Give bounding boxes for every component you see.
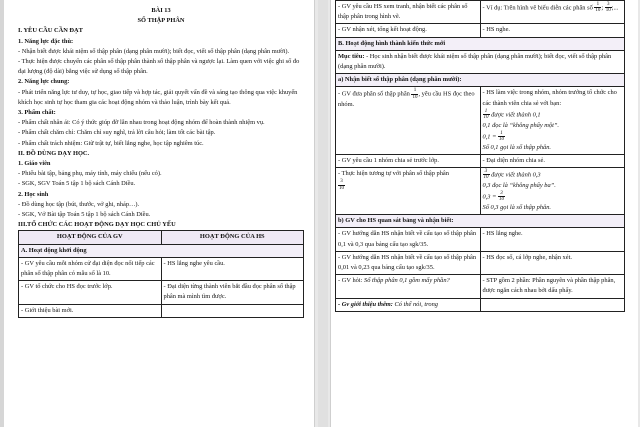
general-competence-1: - Phát triển năng lực tư duy, tự học, giao tiếp và hợp tác, giải quyết vấn đề và sáng tạo thông qua việc khuyến khích học sinh tự học tham gia các hoạt động nhóm và thảo luận, trình bày kết quả. <box>18 88 298 106</box>
fraction: $\frac{3}{10}$ <box>499 191 505 203</box>
student-aid-1: - Đồ dùng học tập (bút, thước, vở ghi, nháp…). <box>18 200 140 208</box>
student-cell: - HS đọc số, cá lớp nghe, nhận xét. <box>480 251 625 274</box>
table-row <box>336 228 625 251</box>
student-cell: - Đại diện từng thành viên bắt đầu đọc phân số thập phân mà mình tìm được. <box>161 281 304 304</box>
heading-specific-competence: 1. Năng lực đặc thù: <box>18 37 74 45</box>
table-row <box>336 87 625 154</box>
goal-row: Mục tiêu: - Học sinh nhận biết được khái niệm số thập phân (dạng phân mười); biết đọc, viết số thập phân (dạng phân mười). <box>336 50 625 73</box>
teacher-cell: - GV yêu cầu 1 nhóm chia sẻ trước lớp. <box>336 154 481 167</box>
section-activities: III.TỔ CHỨC CÁC HOẠT ĐỘNG DẠY HỌC CHỦ YẾU <box>18 221 176 229</box>
student-cell <box>480 298 625 311</box>
right-page <box>330 0 638 427</box>
fraction: $\frac{1}{10}$ <box>412 88 418 100</box>
table-row <box>336 1 625 24</box>
quality-3: - Phẩm chất trách nhiệm: Giữ trật tự, biết lắng nghe, học tập nghiêm túc. <box>18 139 204 147</box>
teacher-cell: - GV đưa phân số thập phân $\frac{1}{10}$ , yêu cầu HS đọc theo nhóm. <box>336 87 481 154</box>
teacher-cell: - GV hướng dẫn HS nhận biết về cấu tạo số thập phân 0,1 và 0,3 qua bảng cấu tạo sgk/35. <box>336 228 481 251</box>
heading-student: 2. Học sinh <box>18 190 49 198</box>
left-page-content <box>18 6 304 318</box>
teacher-cell: - GV yêu cầu HS xem tranh, nhận biết các phân số thập phân trong hình vẽ. <box>336 1 481 24</box>
fraction: $\frac{1}{10}$ <box>499 130 505 143</box>
student-aid-2: - SGK, Vở Bài tập Toán 5 tập 1 bộ sách Cánh Diều. <box>18 211 151 219</box>
teacher-cell: - Gv giới thiệu thêm: Có thể nói, trong <box>336 298 481 311</box>
teacher-aid-1: - Phiếu bài tập, bảng phụ, máy tính, máy chiếu (nếu có). <box>18 170 162 178</box>
table-row <box>336 154 625 167</box>
subsection-a-row: a) Nhận biết số thập phân (dạng phân mười): <box>336 74 625 87</box>
section-b-row: B. Hoạt động hình thành kiến thức mới <box>336 37 625 50</box>
col-header-student: HOẠT ĐỘNG CỦA HS <box>161 231 304 244</box>
section-requirements: I. YÊU CẦU CẦN ĐẠT <box>18 27 83 35</box>
teacher-cell: - GV hỏi: Số thập phân 0,1 gồm mấy phần? <box>336 275 481 298</box>
fraction: $\frac{1}{10}$ <box>483 108 489 121</box>
table-row <box>336 24 625 37</box>
heading-teacher: 1. Giáo viên <box>18 160 51 168</box>
student-cell <box>161 304 304 317</box>
table-row <box>336 251 625 274</box>
student-cell: - HS lắng nghe. <box>480 228 625 251</box>
teacher-cell: - GV nhận xét, tổng kết hoạt động. <box>336 24 481 37</box>
fraction: $\frac{3}{10}$ <box>483 169 489 181</box>
quality-2: - Phẩm chất chăm chỉ: Chăm chỉ suy nghĩ, trả lời câu hỏi; làm tốt các bài tập. <box>18 129 216 137</box>
teacher-cell: - Giới thiệu bài mới. <box>19 304 162 317</box>
student-cell: - HS lắng nghe yêu cầu. <box>161 257 304 280</box>
left-page <box>4 0 315 427</box>
fraction: $\frac{3}{10}$ <box>605 2 611 14</box>
heading-general-competence: 2. Năng lực chung: <box>18 78 70 86</box>
table-row <box>19 304 304 317</box>
quality-1: - Phẩm chất nhân ái: Có ý thức giúp đỡ lẫn nhau trong hoạt động nhóm để hoàn thành nhiệm vụ. <box>18 119 265 127</box>
student-cell: - HS nghe. <box>480 24 625 37</box>
teacher-aid-2: - SGK, SGV Toán 5 tập 1 bộ sách Cánh Diều. <box>18 180 136 188</box>
lesson-subtitle: SỐ THẬP PHÂN <box>137 17 185 25</box>
fraction: $\frac{3}{10}$ <box>339 179 344 191</box>
activities-table-continued <box>335 0 625 312</box>
table-row <box>336 275 625 298</box>
section-teaching-aids: II. ĐỒ DÙNG DẠY HỌC. <box>18 149 90 157</box>
teacher-cell: - Thực hiện tương tự với phân số thập phân $\frac{3}{10}$ <box>336 168 481 215</box>
fraction: $\frac{1}{10}$ <box>595 2 601 14</box>
specific-competence-2: - Thực hiện được chuyển các phân số thập phân thành số thập phân và ngược lại. Làm quen với việc ghi số đo đại lượng (độ dài) bằng việc sử dụng số thập phân. <box>18 58 300 76</box>
activities-table <box>18 230 304 317</box>
table-row <box>19 257 304 280</box>
student-cell: - STP gồm 2 phần: Phần nguyên và phần thập phân, được ngăn cách nhau bởi dấu phẩy. <box>480 275 625 298</box>
page-gap <box>318 0 328 427</box>
teacher-cell: - GV tổ chức cho HS đọc trước lớp. <box>19 281 162 304</box>
subsection-b-row: b) GV cho HS quan sát bảng và nhận biết: <box>336 215 625 228</box>
specific-competence-1: - Nhận biết được khái niệm số thập phân (dạng phân mười); biết đọc, viết số thập phân (dạng phân mười). <box>18 47 290 55</box>
section-a-row: A. Hoạt động khởi động <box>19 244 304 257</box>
table-row <box>336 298 625 311</box>
student-cell: - Ví dụ: Trên hình vẽ biểu diễn các phân số $\frac{1}{10}$ ; $\frac{3}{10}$ ;... <box>480 1 625 24</box>
student-cell: $\frac{3}{10}$ được viết thành 0,3 0,3 đọc là “không phẩy ba”. 0,3 = $\frac{3}{10}$ Số 0,3 gọi là số thập phân. <box>480 168 625 215</box>
table-row <box>19 281 304 304</box>
col-header-teacher: HOẠT ĐỘNG CỦA GV <box>19 231 162 244</box>
teacher-cell: - GV yêu cầu mỗi nhóm cử đại diện đọc nối tiếp các phân số thập phân có mẫu số là 10. <box>19 257 162 280</box>
teacher-cell: - GV hướng dẫn HS nhận biết về cấu tạo số thập phân 0,01 và 0,23 qua bảng cấu tạo sgk/35. <box>336 251 481 274</box>
student-cell: - Đại diện nhóm chia sẻ. <box>480 154 625 167</box>
table-row <box>336 168 625 215</box>
heading-qualities: 3. Phẩm chất: <box>18 109 56 117</box>
lesson-title: BÀI 13 <box>151 7 171 14</box>
student-cell: - HS làm việc trong nhóm, nhóm trưởng tổ chức cho các thành viên chia sẻ với bạn: $\frac{1}{10}$ được viết thành 0,1 0,1 đọc là “không phẩy một”. 0,1 = $\frac{1}{10}$ Số 0,1 gọi là số thập phân. <box>480 87 625 154</box>
